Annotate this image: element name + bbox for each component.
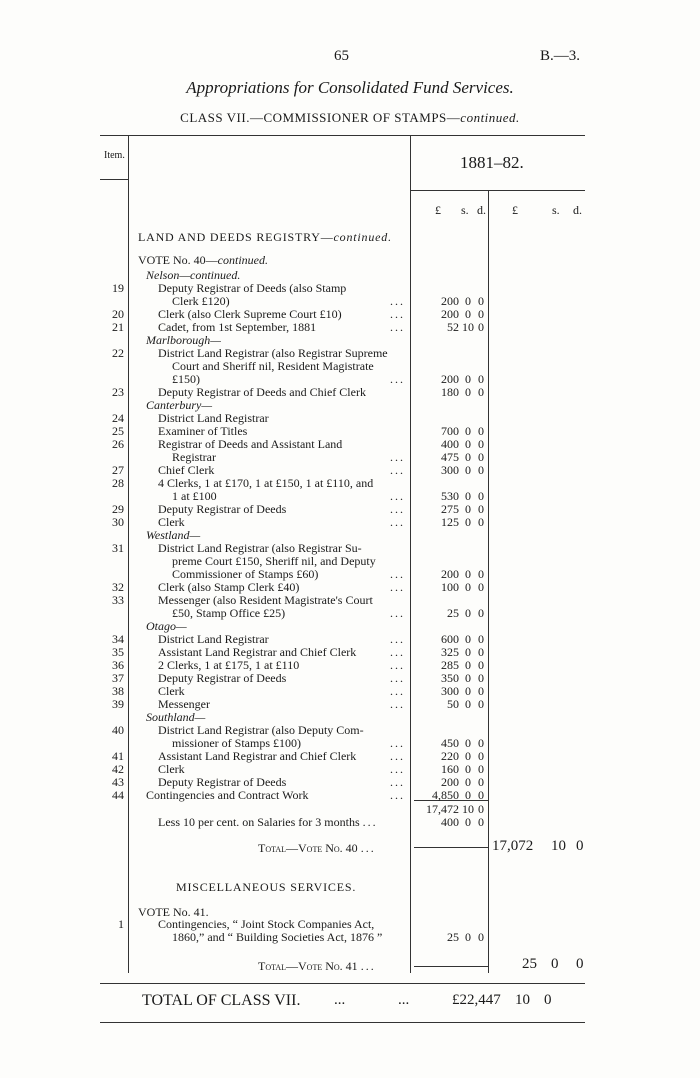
amount-pence: 0 — [478, 424, 484, 438]
amount-pence: 0 — [478, 294, 484, 308]
item-number: 31 — [112, 541, 124, 555]
district-heading: Marlborough— — [146, 333, 221, 347]
amount-pence: 0 — [478, 385, 484, 399]
shilling-header: s. — [461, 203, 469, 217]
leader-dots: ... — [362, 815, 378, 829]
amount-pounds: 300 — [441, 684, 459, 698]
amount-shillings: 0 — [465, 385, 471, 399]
amount-shillings: 0 — [465, 697, 471, 711]
item-description: Clerk £120) — [172, 294, 230, 308]
item-description: missioner of Stamps £100) — [172, 736, 301, 750]
amount-shillings: 0 — [465, 671, 471, 685]
amount-column-divider — [488, 190, 489, 973]
class-total-pence: 0 — [544, 992, 552, 1008]
item-description: Messenger (also Resident Magistrate's Court — [158, 593, 373, 607]
item-description: Clerk — [158, 762, 185, 776]
item-description: Court and Sheriff nil, Resident Magistrate — [172, 359, 374, 373]
amount-pounds: 200 — [441, 372, 459, 386]
amount-pounds: 300 — [441, 463, 459, 477]
leader-dots: ... — [390, 606, 405, 620]
vote40-total-pence: 0 — [576, 838, 584, 854]
item-header-rule — [100, 179, 128, 180]
amount-pence: 0 — [478, 489, 484, 503]
item-number: 21 — [112, 320, 124, 334]
vote41-line2: 1860,” and “ Building Societies Act, 1876 ” — [172, 930, 383, 944]
vote41-total-rule — [414, 966, 488, 967]
amount-pounds: 160 — [441, 762, 459, 776]
item-number: 28 — [112, 476, 124, 490]
item-number: 40 — [112, 723, 124, 737]
item-number: 38 — [112, 684, 124, 698]
amount-pence: 0 — [478, 697, 484, 711]
leader-dots: ... — [390, 775, 405, 789]
amount-shillings: 0 — [465, 450, 471, 464]
less-pounds: 400 — [441, 815, 459, 829]
amount-pounds: 700 — [441, 424, 459, 438]
item-description: Clerk (also Clerk Supreme Court £10) — [158, 307, 342, 321]
amount-shillings: 0 — [465, 749, 471, 763]
amount-pounds: 100 — [441, 580, 459, 594]
subtotal-pence: 0 — [478, 802, 484, 816]
vote40-label-main: VOTE No. 40— — [138, 253, 218, 267]
amount-shillings: 0 — [465, 307, 471, 321]
item-description: Clerk — [158, 515, 185, 529]
item-number: 42 — [112, 762, 124, 776]
item-number: 44 — [112, 788, 124, 802]
year-header: 1881–82. — [460, 153, 524, 172]
class-header-main: CLASS VII.—COMMISSIONER OF STAMPS— — [180, 110, 461, 125]
amount-pence: 0 — [478, 684, 484, 698]
leader-dots: ... — [390, 736, 405, 750]
item-number: 30 — [112, 515, 124, 529]
page-number: 65 — [334, 48, 349, 64]
amount-pence: 0 — [478, 645, 484, 659]
item-number: 41 — [112, 749, 124, 763]
item-description: £50, Stamp Office £25) — [172, 606, 286, 620]
leader-dots: ... — [390, 567, 405, 581]
class-total-label: TOTAL OF CLASS VII. — [142, 992, 301, 1009]
leader-dots: ... — [390, 515, 405, 529]
item-description: Deputy Registrar of Deeds and Chief Clerk — [158, 385, 366, 399]
amount-shillings: 0 — [465, 424, 471, 438]
amount-shillings: 0 — [465, 489, 471, 503]
item-description: Deputy Registrar of Deeds — [158, 775, 287, 789]
amount-pounds: 475 — [441, 450, 459, 464]
item-description: Deputy Registrar of Deeds — [158, 671, 287, 685]
leader-dots: ... — [390, 788, 405, 802]
text-column-divider — [410, 135, 411, 973]
amount-pence: 0 — [478, 749, 484, 763]
class-total-dots-2: ... — [398, 992, 410, 1008]
amount-pence: 0 — [478, 502, 484, 516]
item-description: Commissioner of Stamps £60) — [172, 567, 319, 581]
item-description: Registrar — [172, 450, 216, 464]
item-description: 1 at £100 — [172, 489, 217, 503]
amount-pence: 0 — [478, 450, 484, 464]
district-heading: Southland— — [146, 710, 206, 724]
amount-pounds: 200 — [441, 775, 459, 789]
shilling-header-total: s. — [552, 203, 560, 217]
class-total-top-rule — [100, 983, 585, 984]
amount-pounds: 530 — [441, 489, 459, 503]
leader-dots: ... — [390, 632, 405, 646]
leader-dots: ... — [390, 749, 405, 763]
leader-dots: ... — [390, 671, 405, 685]
vote40-label-cont: continued. — [217, 253, 268, 267]
leader-dots: ... — [390, 762, 405, 776]
item-column-header: Item. — [104, 150, 125, 161]
amount-shillings: 0 — [465, 645, 471, 659]
item-description: District Land Registrar (also Deputy Com- — [158, 723, 364, 737]
vote41-line1: Contingencies, “ Joint Stock Companies Act, — [158, 917, 375, 931]
amount-pounds: 25 — [447, 606, 459, 620]
item-number: 37 — [112, 671, 124, 685]
section-miscellaneous: MISCELLANEOUS SERVICES. — [176, 880, 357, 894]
vote40-total-pounds: 17,072 — [492, 838, 534, 854]
vote41-total-text: Total—Vote No. 41 — [258, 959, 358, 973]
district-heading: Westland— — [146, 528, 201, 542]
amount-pounds: 275 — [441, 502, 459, 516]
vote40-label — [138, 254, 268, 266]
item-description: Clerk (also Stamp Clerk £40) — [158, 580, 300, 594]
item-column-divider — [128, 135, 129, 973]
item-description: Assistant Land Registrar and Chief Clerk — [158, 749, 357, 763]
amount-pence: 0 — [478, 437, 484, 451]
item-description: District Land Registrar — [158, 411, 269, 425]
page-reference: B.—3. — [540, 48, 581, 64]
amount-pence: 0 — [478, 463, 484, 477]
amount-pence: 0 — [478, 671, 484, 685]
item-number: 35 — [112, 645, 124, 659]
leader-dots: ... — [390, 320, 405, 334]
district-heading: Otago— — [146, 619, 187, 633]
amount-pence: 0 — [478, 320, 484, 334]
amount-pence: 0 — [478, 788, 484, 802]
subtotal-shillings: 10 — [462, 802, 474, 816]
class-total-dots-1: ... — [334, 992, 346, 1008]
amount-pence: 0 — [478, 632, 484, 646]
item-description: £150) — [172, 372, 200, 386]
amount-pounds: 200 — [441, 294, 459, 308]
class-header-cont: continued. — [460, 110, 520, 125]
less-pence: 0 — [478, 815, 484, 829]
section-land-deeds-cont: continued. — [333, 230, 392, 244]
item-description: Examiner of Titles — [158, 424, 248, 438]
item-description: Contingencies and Contract Work — [146, 788, 309, 802]
amount-pounds: 4,850 — [432, 788, 459, 802]
less-salaries-text: Less 10 per cent. on Salaries for 3 months — [158, 815, 360, 829]
year-header-rule — [410, 190, 585, 191]
leader-dots: ... — [390, 697, 405, 711]
item-description: 2 Clerks, 1 at £175, 1 at £110 — [158, 658, 300, 672]
vote40-total-text: Total—Vote No. 40 — [258, 841, 358, 855]
amount-pounds: 200 — [441, 567, 459, 581]
amount-pence: 0 — [478, 762, 484, 776]
vote40-total-shillings: 10 — [551, 838, 566, 854]
pence-header-total: d. — [573, 203, 582, 217]
item-description: District Land Registrar — [158, 632, 269, 646]
vote41-item-number: 1 — [118, 917, 124, 931]
less-salaries-label — [158, 816, 378, 828]
amount-pounds: 180 — [441, 385, 459, 399]
amount-pounds: 50 — [447, 697, 459, 711]
vote41-total-pounds: 25 — [522, 956, 537, 972]
section-land-deeds-main: LAND AND DEEDS REGISTRY— — [138, 230, 334, 244]
amount-shillings: 0 — [465, 684, 471, 698]
item-description: Assistant Land Registrar and Chief Clerk — [158, 645, 357, 659]
vote41-total-shillings: 0 — [551, 956, 559, 972]
amount-pounds: 285 — [441, 658, 459, 672]
item-number: 20 — [112, 307, 124, 321]
district-heading: Canterbury— — [146, 398, 212, 412]
item-description: 4 Clerks, 1 at £170, 1 at £150, 1 at £110, and — [158, 476, 374, 490]
item-number: 22 — [112, 346, 124, 360]
amount-pounds: 600 — [441, 632, 459, 646]
amount-pounds: 350 — [441, 671, 459, 685]
leader-dots: ... — [390, 684, 405, 698]
item-number: 24 — [112, 411, 124, 425]
vote41-pence: 0 — [478, 930, 484, 944]
leader-dots: ... — [390, 580, 405, 594]
amount-pence: 0 — [478, 515, 484, 529]
item-number: 23 — [112, 385, 124, 399]
leader-dots: ... — [390, 645, 405, 659]
vote41-total-label — [258, 960, 376, 972]
amount-shillings: 0 — [465, 515, 471, 529]
leader-dots: ... — [390, 372, 405, 386]
item-description: preme Court £150, Sheriff nil, and Deputy — [172, 554, 376, 568]
item-number: 32 — [112, 580, 124, 594]
amount-shillings: 10 — [462, 320, 474, 334]
leader-dots: ... — [390, 450, 405, 464]
amount-shillings: 0 — [465, 372, 471, 386]
amount-shillings: 0 — [465, 736, 471, 750]
leader-dots: ... — [360, 959, 376, 973]
item-description: Registrar of Deeds and Assistant Land — [158, 437, 343, 451]
item-description: Deputy Registrar of Deeds (also Stamp — [158, 281, 347, 295]
leader-dots: ... — [390, 658, 405, 672]
item-number: 27 — [112, 463, 124, 477]
amount-pounds: 325 — [441, 645, 459, 659]
item-number: 34 — [112, 632, 124, 646]
class-total-bottom-rule — [100, 1022, 585, 1023]
amount-pence: 0 — [478, 736, 484, 750]
leader-dots: ... — [390, 294, 405, 308]
item-description: Cadet, from 1st September, 1881 — [158, 320, 317, 334]
item-description: Chief Clerk — [158, 463, 215, 477]
amount-shillings: 0 — [465, 567, 471, 581]
item-number: 33 — [112, 593, 124, 607]
item-description: Deputy Registrar of Deeds — [158, 502, 287, 516]
amount-shillings: 0 — [465, 762, 471, 776]
item-description: Clerk — [158, 684, 185, 698]
amount-pounds: 220 — [441, 749, 459, 763]
subtotal-pounds: 17,472 — [426, 802, 459, 816]
class-total-amount: £22,447 — [452, 992, 501, 1008]
item-number: 25 — [112, 424, 124, 438]
item-number: 19 — [112, 281, 124, 295]
vote41-total-pence: 0 — [576, 956, 584, 972]
class-header — [0, 110, 700, 126]
amount-shillings: 0 — [465, 788, 471, 802]
pound-header: £ — [435, 203, 441, 217]
amount-shillings: 0 — [465, 502, 471, 516]
amount-shillings: 0 — [465, 632, 471, 646]
leader-dots: ... — [390, 489, 405, 503]
leader-dots: ... — [390, 463, 405, 477]
amount-pounds: 400 — [441, 437, 459, 451]
vote41-label: VOTE No. 41. — [138, 905, 209, 919]
item-number: 29 — [112, 502, 124, 516]
item-description: Messenger — [158, 697, 210, 711]
amount-pence: 0 — [478, 567, 484, 581]
amount-shillings: 0 — [465, 437, 471, 451]
item-description: District Land Registrar (also Registrar Su- — [158, 541, 362, 555]
amount-shillings: 0 — [465, 606, 471, 620]
item-number: 39 — [112, 697, 124, 711]
leader-dots: ... — [390, 307, 405, 321]
amount-pence: 0 — [478, 372, 484, 386]
amount-shillings: 0 — [465, 463, 471, 477]
vote40-total-rule — [414, 847, 488, 848]
amount-shillings: 0 — [465, 294, 471, 308]
district-heading: Nelson—continued. — [146, 268, 241, 282]
amount-shillings: 0 — [465, 658, 471, 672]
vote41-pounds: 25 — [447, 930, 459, 944]
amount-shillings: 0 — [465, 775, 471, 789]
amount-pounds: 450 — [441, 736, 459, 750]
item-description: District Land Registrar (also Registrar Supreme — [158, 346, 388, 360]
amount-pounds: 52 — [447, 320, 459, 334]
pound-header-total: £ — [512, 203, 518, 217]
item-number: 36 — [112, 658, 124, 672]
item-number: 26 — [112, 437, 124, 451]
class-total-shillings: 10 — [515, 992, 530, 1008]
amount-shillings: 0 — [465, 580, 471, 594]
vote40-total-label — [258, 842, 376, 854]
pence-header: d. — [477, 203, 486, 217]
leader-dots: ... — [390, 502, 405, 516]
amount-pence: 0 — [478, 606, 484, 620]
less-shillings: 0 — [465, 815, 471, 829]
amount-pence: 0 — [478, 580, 484, 594]
item-number: 43 — [112, 775, 124, 789]
section-land-deeds — [138, 230, 392, 245]
table-top-rule — [100, 135, 585, 136]
leader-dots: ... — [360, 841, 376, 855]
vote41-shillings: 0 — [465, 930, 471, 944]
page-title: Appropriations for Consolidated Fund Services. — [186, 78, 514, 97]
amount-pounds: 200 — [441, 307, 459, 321]
amount-pounds: 125 — [441, 515, 459, 529]
amount-pence: 0 — [478, 658, 484, 672]
amount-pence: 0 — [478, 775, 484, 789]
amount-pence: 0 — [478, 307, 484, 321]
